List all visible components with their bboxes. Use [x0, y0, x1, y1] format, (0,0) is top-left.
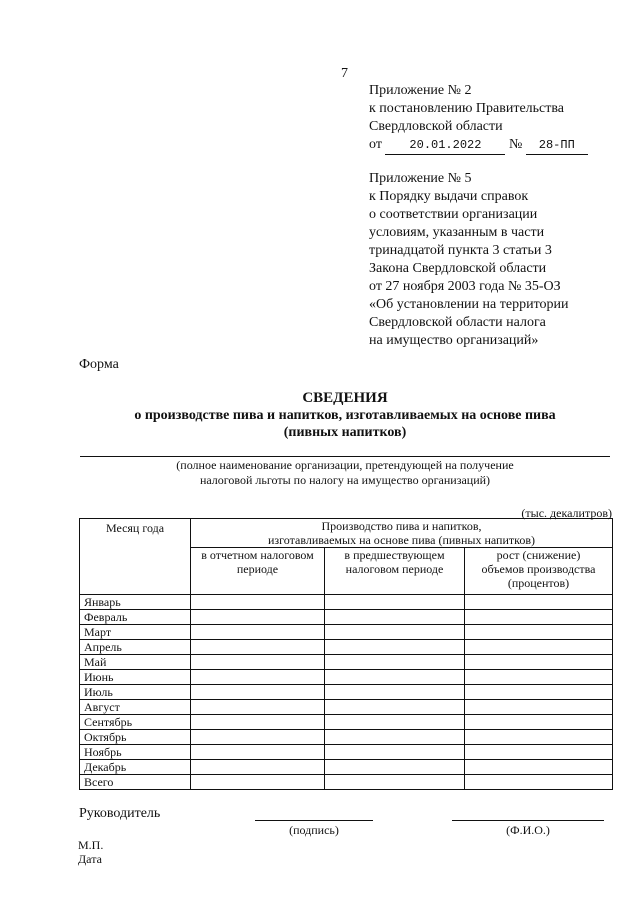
signature-line[interactable]: [255, 820, 373, 821]
month-cell: Ноябрь: [80, 745, 191, 760]
organization-name-line[interactable]: [80, 456, 610, 457]
value-cell[interactable]: [325, 625, 465, 640]
group-header-line: изготавливаемых на основе пива (пивных напитков): [267, 533, 536, 547]
document-title: [80, 390, 610, 441]
value-cell[interactable]: [465, 715, 613, 730]
value-cell[interactable]: [325, 715, 465, 730]
value-cell[interactable]: [325, 685, 465, 700]
number-prefix: №: [508, 137, 523, 152]
appendix-2-line: Свердловской области: [369, 119, 503, 134]
appendix-5-line: «Об установлении на территории: [369, 297, 569, 312]
appendix-2-block: [369, 82, 588, 155]
value-cell[interactable]: [325, 730, 465, 745]
col-previous-period: [325, 548, 465, 595]
group-header-line: Производство пива и напитков,: [321, 519, 482, 533]
month-cell: Всего: [80, 775, 191, 790]
value-cell[interactable]: [325, 595, 465, 610]
title-subtitle: (пивных напитков): [283, 425, 407, 440]
table-row: [80, 775, 613, 790]
units-label: (тыс. декалитров): [521, 506, 612, 520]
value-cell[interactable]: [191, 595, 325, 610]
appendix-5-line: на имущество организаций»: [369, 333, 539, 348]
value-cell[interactable]: [465, 775, 613, 790]
full-name-line[interactable]: [452, 820, 604, 821]
table-row: [80, 595, 613, 610]
appendix-5-line: о соответствии организации: [369, 207, 538, 222]
col-header-line: периоде: [236, 562, 279, 576]
appendix-5-line: тринадцатой пункта 3 статьи 3: [369, 243, 552, 258]
col-header-line: рост (снижение): [496, 548, 581, 562]
table-row: [80, 715, 613, 730]
col-header-line: в отчетном налоговом: [201, 548, 314, 562]
col-reporting-period: [191, 548, 325, 595]
table-row: [80, 640, 613, 655]
value-cell[interactable]: [191, 745, 325, 760]
date-prefix: от: [369, 137, 382, 152]
date-label: Дата: [78, 852, 102, 866]
table-row: [80, 685, 613, 700]
table-row: [80, 760, 613, 775]
month-cell: Июнь: [80, 670, 191, 685]
appendix-5-line: к Порядку выдачи справок: [369, 189, 529, 204]
value-cell[interactable]: [465, 655, 613, 670]
value-cell[interactable]: [325, 775, 465, 790]
value-cell[interactable]: [465, 595, 613, 610]
value-cell[interactable]: [191, 655, 325, 670]
value-cell[interactable]: [465, 745, 613, 760]
value-cell[interactable]: [465, 700, 613, 715]
value-cell[interactable]: [191, 715, 325, 730]
month-cell: Декабрь: [80, 760, 191, 775]
full-name-caption: (Ф.И.О.): [506, 823, 550, 837]
value-cell[interactable]: [191, 670, 325, 685]
col-header-line: (процентов): [507, 576, 570, 590]
table-row: [80, 655, 613, 670]
value-cell[interactable]: [465, 685, 613, 700]
value-cell[interactable]: [191, 700, 325, 715]
appendix-2-title: Приложение № 2: [369, 83, 472, 98]
appendix-2-date-row: [369, 136, 588, 155]
month-cell: Июль: [80, 685, 191, 700]
form-label: Форма: [79, 357, 119, 372]
value-cell[interactable]: [191, 685, 325, 700]
value-cell[interactable]: [465, 640, 613, 655]
col-header-line: в предшествующем: [344, 548, 445, 562]
production-group-header: [191, 519, 613, 548]
signature-caption: (подпись): [289, 823, 339, 837]
table-row: [80, 670, 613, 685]
month-cell: Апрель: [80, 640, 191, 655]
production-table: [79, 518, 613, 790]
value-cell[interactable]: [191, 760, 325, 775]
value-cell[interactable]: [465, 760, 613, 775]
table-row: [80, 625, 613, 640]
value-cell[interactable]: [191, 610, 325, 625]
month-cell: Октябрь: [80, 730, 191, 745]
month-cell: Сентябрь: [80, 715, 191, 730]
table-row: [80, 730, 613, 745]
appendix-2-line: к постановлению Правительства: [369, 101, 565, 116]
value-cell[interactable]: [465, 670, 613, 685]
col-header-line: налоговом периоде: [345, 562, 444, 576]
appendix-5-block: [369, 170, 569, 350]
organization-caption-line: налоговой льготы по налогу на имущество организаций): [199, 473, 491, 487]
value-cell[interactable]: [325, 700, 465, 715]
col-growth-percent: [465, 548, 613, 595]
appendix-5-line: Закона Свердловской области: [369, 261, 547, 276]
col-header-line: объемов производства: [481, 562, 596, 576]
title-main: СВЕДЕНИЯ: [302, 390, 388, 406]
appendix-5-line: Свердловской области налога: [369, 315, 546, 330]
value-cell[interactable]: [325, 655, 465, 670]
value-cell[interactable]: [465, 730, 613, 745]
appendix-5-line: от 27 ноября 2003 года № 35-ОЗ: [369, 279, 561, 294]
value-cell[interactable]: [465, 610, 613, 625]
value-cell[interactable]: [325, 670, 465, 685]
organization-caption-line: (полное наименование организации, претендующей на получение: [176, 458, 514, 472]
stamp-label: М.П.: [78, 838, 104, 852]
value-cell[interactable]: [191, 730, 325, 745]
month-cell: Август: [80, 700, 191, 715]
value-cell[interactable]: [465, 625, 613, 640]
value-cell[interactable]: [325, 745, 465, 760]
month-header: Месяц года: [80, 519, 191, 595]
table-row: [80, 700, 613, 715]
value-cell[interactable]: [325, 640, 465, 655]
decree-number: 28-ПП: [526, 136, 588, 155]
value-cell[interactable]: [191, 625, 325, 640]
signature-label: Руководитель: [79, 806, 161, 821]
value-cell[interactable]: [325, 760, 465, 775]
value-cell[interactable]: [191, 640, 325, 655]
month-cell: Март: [80, 625, 191, 640]
table-row: [80, 745, 613, 760]
appendix-5-line: условиям, указанным в части: [369, 225, 545, 240]
organization-caption: [80, 458, 610, 488]
page-number: 7: [341, 66, 348, 81]
month-cell: Май: [80, 655, 191, 670]
appendix-5-title: Приложение № 5: [369, 171, 472, 186]
decree-date: 20.01.2022: [385, 136, 505, 155]
month-cell: Февраль: [80, 610, 191, 625]
table-row: [80, 610, 613, 625]
value-cell[interactable]: [325, 610, 465, 625]
month-cell: Январь: [80, 595, 191, 610]
title-subtitle: о производстве пива и напитков, изготавливаемых на основе пива: [134, 408, 556, 423]
value-cell[interactable]: [191, 775, 325, 790]
